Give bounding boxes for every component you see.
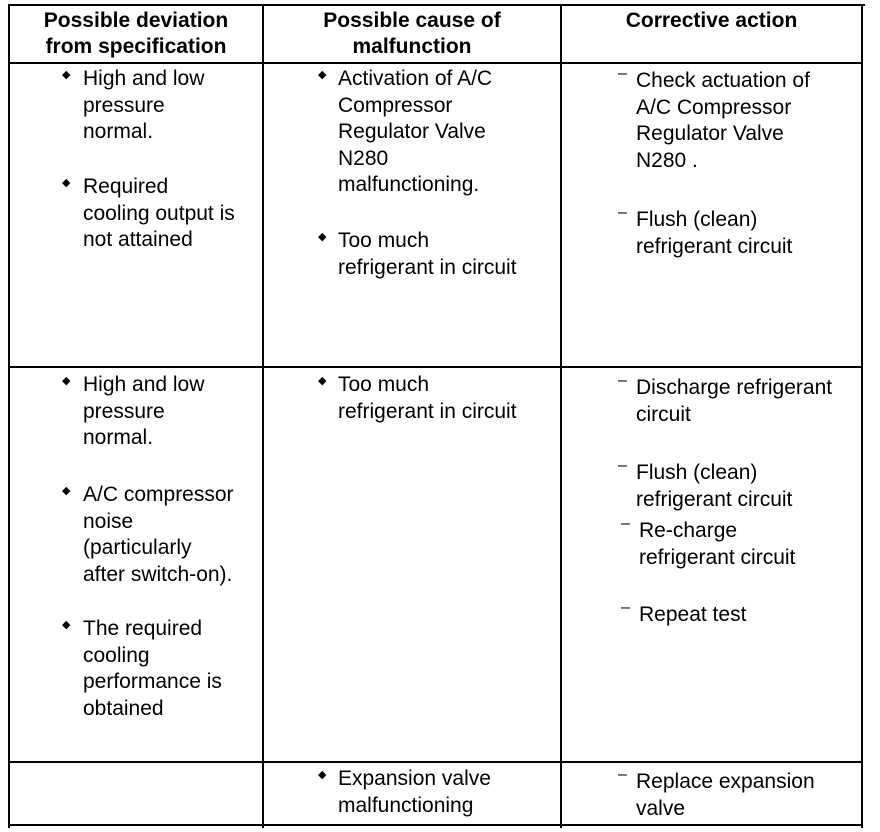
bullet-icon: ◆ <box>62 375 71 387</box>
action-item: Flush (clean) refrigerant circuit <box>636 461 793 511</box>
bullet-icon: ◆ <box>318 769 327 781</box>
bullet-icon: ◆ <box>318 375 327 387</box>
cause-item: Too much refrigerant in circuit <box>338 373 517 423</box>
action-item: Replace expansion valve <box>636 770 815 820</box>
column-divider <box>560 4 562 828</box>
dash-icon: – <box>618 457 627 474</box>
action-item: Discharge refrigerant circuit <box>636 376 833 426</box>
bullet-icon: ◆ <box>62 485 71 497</box>
table-right-border <box>861 4 863 828</box>
dash-icon: – <box>618 372 627 389</box>
header-action: Corrective action <box>625 9 798 32</box>
action-item: Repeat test <box>639 603 747 626</box>
deviation-item: High and low pressure normal. <box>83 67 205 143</box>
bullet-icon: ◆ <box>318 231 327 243</box>
deviation-item: High and low pressure normal. <box>83 373 205 449</box>
row-divider <box>8 366 863 368</box>
deviation-item: Required cooling output is not attained <box>83 175 235 251</box>
header-deviation: Possible deviation from specification <box>43 9 229 58</box>
dash-icon: – <box>618 65 627 82</box>
bullet-icon: ◆ <box>318 69 327 81</box>
row-divider <box>8 761 863 763</box>
dash-icon: – <box>618 766 627 783</box>
bullet-icon: ◆ <box>62 619 71 631</box>
header-divider <box>8 62 863 64</box>
deviation-item: The required cooling performance is obtained <box>83 617 222 720</box>
dash-icon: – <box>621 599 630 616</box>
action-item: Check actuation of A/C Compressor Regulator Valve N280 . <box>636 69 810 172</box>
action-item: Re-charge refrigerant circuit <box>639 519 796 569</box>
deviation-item: A/C compressor noise (particularly after switch-on). <box>83 483 234 586</box>
action-item: Flush (clean) refrigerant circuit <box>636 208 793 258</box>
header-cause: Possible cause of malfunction <box>323 9 501 58</box>
cause-item: Too much refrigerant in circuit <box>338 229 517 279</box>
bullet-icon: ◆ <box>62 177 71 189</box>
dash-icon: – <box>621 515 630 532</box>
table-bottom-border <box>8 824 863 826</box>
dash-icon: – <box>618 204 627 221</box>
cause-item: Activation of A/C Compressor Regulator Valve N280 malfunctioning. <box>338 67 493 196</box>
column-divider <box>262 4 264 828</box>
cause-item: Expansion valve malfunctioning <box>338 767 491 817</box>
bullet-icon: ◆ <box>62 69 71 81</box>
